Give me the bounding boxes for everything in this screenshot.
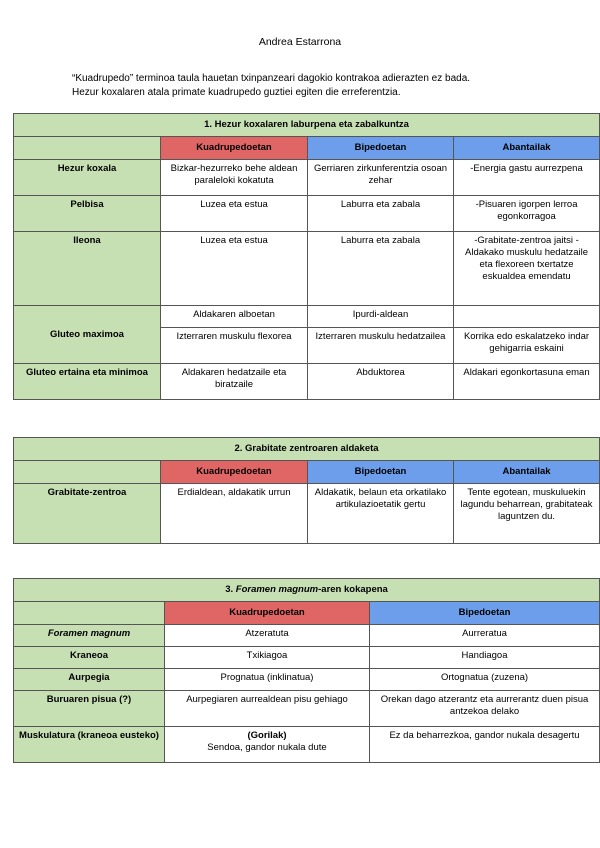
table-cell: Handiagoa [370,647,600,669]
row-label: Muskulatura (kraneoa eusteko) [14,727,165,763]
header-empty-cell [14,602,165,625]
header-quadrupeds: Kuadrupedoetan [161,137,308,160]
header-advantages: Abantailak [454,137,600,160]
header-advantages: Abantailak [454,461,600,484]
table-cell: Izterraren muskulu hedatzailea [308,328,454,364]
table-title: 1. Hezur koxalaren laburpena eta zabalkuntza [14,114,600,137]
row-label: Grabitate-zentroa [14,484,161,544]
table-cell: Laburra eta zabala [308,196,454,232]
table-cell: Aldakatik, belaun eta orkatilako artikulazioetatik gertu [308,484,454,544]
row-label: Pelbisa [14,196,161,232]
table-title-rest: -aren kokapena [318,584,388,595]
header-bipeds: Bipedoetan [308,137,454,160]
table-cell: Aldakari egonkortasuna eman [454,364,600,400]
table-cell: Tente egotean, muskuluekin lagundu beharrean, grabitateak laguntzen du. [454,484,600,544]
table-cell: Ortognatua (zuzena) [370,669,600,691]
table-cell: Laburra eta zabala [308,232,454,306]
header-quadrupeds: Kuadrupedoetan [165,602,370,625]
header-empty-cell [14,137,161,160]
table-cell: -Pisuaren igorpen lerroa egonkorragoa [454,196,600,232]
row-label: Hezur koxala [14,160,161,196]
table-cell: Gerriaren zirkunferentzia osoan zehar [308,160,454,196]
header-quadrupeds: Kuadrupedoetan [161,461,308,484]
table-cell: Orekan dago atzerantz eta aurrerantz duen pisua antzekoa delako [370,691,600,727]
table-cell: Erdialdean, aldakatik urrun [161,484,308,544]
row-label: Aurpegia [14,669,165,691]
cell-text: Sendoa, gandor nukala dute [207,742,327,753]
table-cell: Txikiagoa [165,647,370,669]
table-foramen-magnum [13,578,600,763]
table-cell: Izterraren muskulu flexorea [161,328,308,364]
table-cell: Luzea eta estua [161,196,308,232]
cell-bold-text: (Gorilak) [247,730,287,741]
row-label: Kraneoa [14,647,165,669]
intro-line-2: Hezur koxalaren atala primate kuadrupedo guztiei egiten die erreferentzia. [72,87,401,98]
table-cell: Aldakaren alboetan [161,306,308,328]
table-cell: -Energia gastu aurrezpena [454,160,600,196]
header-bipeds: Bipedoetan [370,602,600,625]
table-cell: Atzeratuta [165,625,370,647]
table-gravity-center [13,437,600,544]
header-bipeds: Bipedoetan [308,461,454,484]
table-title-number: 3. [225,584,234,595]
intro-text [72,72,552,100]
table-cell: Ipurdi-aldean [308,306,454,328]
table-cell: -Grabitate-zentroa jaitsi -Aldakako muskulu hedatzaile eta flexoreen txertatze eskualdea emendatu [454,232,600,306]
row-label: Buruaren pisua (?) [14,691,165,727]
table-cell [165,727,370,763]
row-label: Foramen magnum [14,625,165,647]
row-label: Gluteo ertaina eta minimoa [14,364,161,400]
table-cell: Luzea eta estua [161,232,308,306]
author-name: Andrea Estarrona [258,36,342,48]
intro-line-1: “Kuadrupedo” terminoa taula hauetan txinpanzeari dagokio kontrakoa adierazten ez bada. [72,73,471,84]
table-cell: Aurpegiaren aurrealdean pisu gehiago [165,691,370,727]
table-cell: Korrika edo eskalatzeko indar gehigarria eskaini [454,328,600,364]
table-cell: Aurreratua [370,625,600,647]
row-label: Ileona [14,232,161,306]
table-cell: Ez da beharrezkoa, gandor nukala desagertu [370,727,600,763]
table-title-italic: Foramen magnum [235,584,319,595]
table-cell: Bizkar-hezurreko behe aldean paraleloki kokatuta [161,160,308,196]
table-cell [454,306,600,328]
table-cell: Prognatua (inklinatua) [165,669,370,691]
table-title [14,579,600,602]
row-label: Gluteo maximoa [14,306,161,364]
table-cell: Aldakaren hedatzaile eta biratzaile [161,364,308,400]
table-title: 2. Grabitate zentroaren aldaketa [14,438,600,461]
table-hip-bone-summary [13,113,600,400]
header-empty-cell [14,461,161,484]
table-cell: Abduktorea [308,364,454,400]
